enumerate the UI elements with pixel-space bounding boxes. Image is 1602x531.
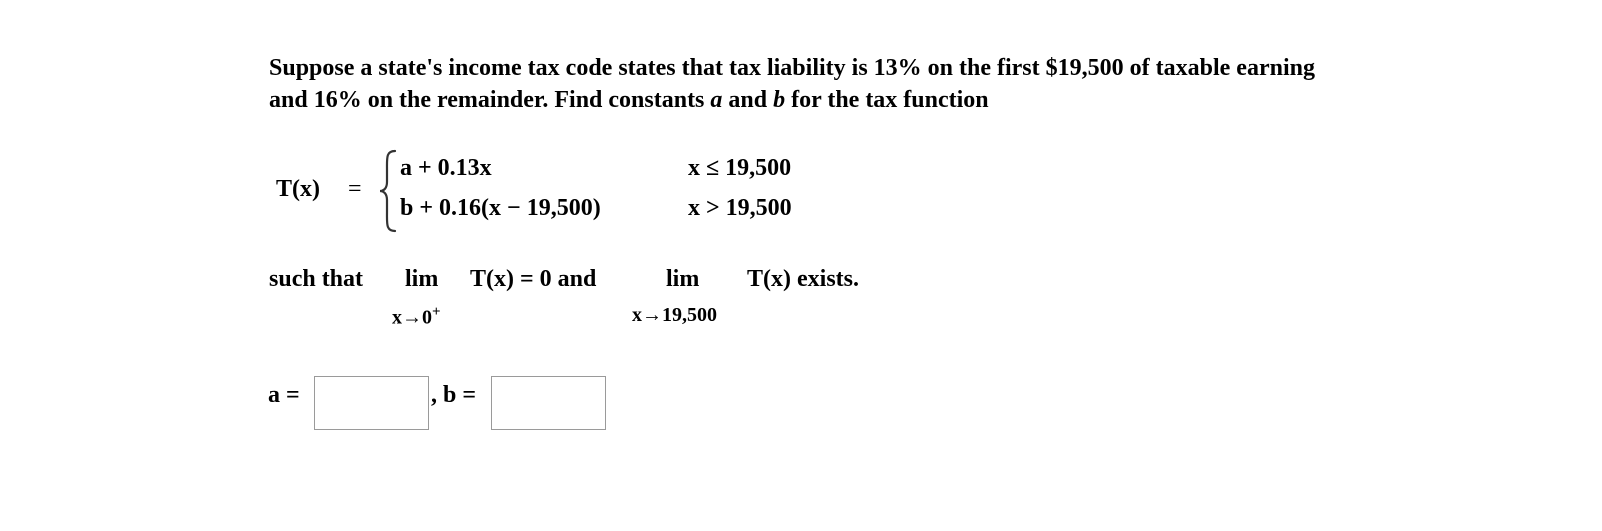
answer-b-label: , b = bbox=[431, 382, 477, 408]
limit-1-word: lim bbox=[405, 266, 439, 292]
problem-line-1: Suppose a state's income tax code states that tax liability is 13% on the first $19,500 of taxable earning bbox=[269, 55, 1315, 81]
case-1-expression: a + 0.13x bbox=[400, 155, 492, 181]
answer-b-input[interactable] bbox=[491, 376, 606, 430]
problem-line-2 bbox=[269, 84, 1315, 116]
variable-a: a bbox=[710, 87, 723, 113]
problem-line-2-pre: and 16% on the remainder. Find constants bbox=[269, 87, 711, 113]
limit-2-subscript: x→19,500 bbox=[632, 304, 717, 326]
variable-b: b bbox=[773, 87, 786, 113]
limit-2-expression: T(x) exists. bbox=[747, 266, 859, 292]
limit-1-approach: x→0 bbox=[392, 306, 432, 329]
problem-line-2-post: for the tax function bbox=[785, 87, 989, 113]
problem-statement bbox=[269, 52, 1315, 116]
answer-a-label: a = bbox=[268, 382, 300, 408]
limit-2-word: lim bbox=[666, 266, 700, 292]
left-brace-icon bbox=[378, 148, 398, 234]
function-equals: = bbox=[348, 176, 362, 202]
limit-1-expression: T(x) = 0 and bbox=[470, 266, 597, 292]
case-2-condition: x > 19,500 bbox=[688, 195, 792, 221]
limit-1-superscript: + bbox=[432, 304, 441, 320]
function-lhs: T(x) bbox=[276, 176, 320, 202]
such-that-text: such that bbox=[269, 266, 364, 292]
problem-line-2-mid: and bbox=[722, 87, 774, 113]
answer-a-input[interactable] bbox=[314, 376, 429, 430]
case-1-condition: x ≤ 19,500 bbox=[688, 155, 792, 181]
limit-1-subscript bbox=[392, 304, 441, 330]
case-2-expression: b + 0.16(x − 19,500) bbox=[400, 195, 601, 221]
